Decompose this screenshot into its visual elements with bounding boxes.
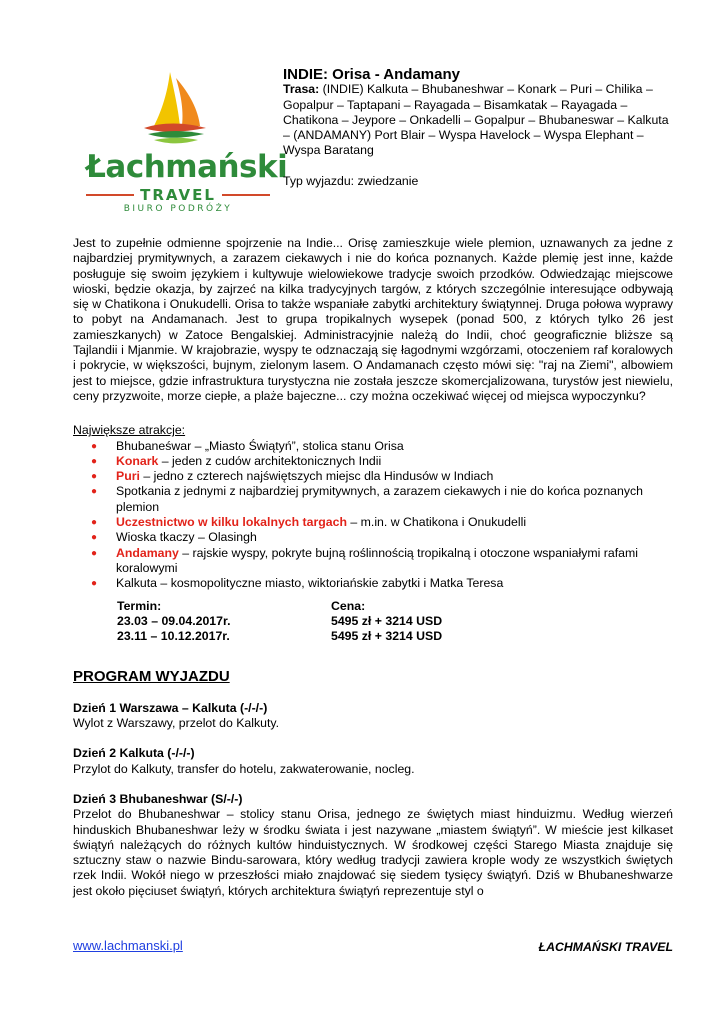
day-text: Wylot z Warszawy, przelot do Kalkuty. <box>73 716 280 731</box>
attraction-text: Wioska tkaczy – Olasingh <box>116 530 257 545</box>
main-content <box>73 236 673 899</box>
list-item <box>73 576 673 591</box>
company-logo <box>78 68 288 218</box>
route-text: (INDIE) Kalkuta – Bhubaneshwar – Konark – Puri – Chilika – Gopalpur – Taptapani – Rayagada – Bisamkatak – Rayagada – Chatikona – Jeypore – Onkadelli – Gopalpur – Bhubaneswar – Kalkuta – (ANDAMANY) Port Blair – Wyspa Havelock – Wyspa Elephant – Wyspa Baratang <box>283 82 669 158</box>
logo-travel-row <box>86 185 270 205</box>
term-price: 5495 zł + 3214 USD <box>331 613 443 628</box>
term-label: Termin: <box>117 598 162 613</box>
logo-name: Łachmański <box>86 149 288 185</box>
route-label: Trasa: <box>283 82 320 97</box>
terms-table <box>73 599 673 645</box>
attraction-text: Bhubaneśwar – „Miasto Świątyń”, stolica stanu Orisa <box>116 438 404 453</box>
attractions-list <box>73 439 673 592</box>
day-text: Przylot do Kalkuty, transfer do hotelu, zakwaterowanie, nocleg. <box>73 761 415 776</box>
attraction-highlight: Puri <box>116 469 140 484</box>
attraction-text: – rajskie wyspy, pokryte bujną roślinnością tropikalną i otoczone wspaniałymi rafami koralowymi <box>116 545 638 575</box>
attractions-heading: Największe atrakcje: <box>73 423 186 438</box>
route <box>283 82 675 158</box>
program-heading: PROGRAM WYJAZDU <box>73 668 230 686</box>
sail-emblem-icon <box>140 68 210 152</box>
price-label: Cena: <box>331 598 366 613</box>
list-item <box>73 530 673 545</box>
attraction-text: Kalkuta – kosmopolityczne miasto, wiktoriańskie zabytki i Matka Teresa <box>116 576 504 591</box>
attraction-highlight: Konark <box>116 453 159 468</box>
logo-travel: TRAVEL <box>140 186 216 204</box>
footer <box>73 938 673 954</box>
list-item <box>73 454 673 469</box>
term-date: 23.11 – 10.12.2017r. <box>117 629 230 644</box>
logo-line-left <box>86 194 134 196</box>
footer-brand: ŁACHMAŃSKI TRAVEL <box>538 940 673 954</box>
list-item <box>73 439 673 454</box>
attraction-text: – jeden z cudów architektonicznych Indii <box>158 453 382 468</box>
attraction-highlight: Andamany <box>116 545 179 560</box>
attraction-text: – m.in. w Chatikona i Onukudelli <box>346 515 527 530</box>
list-item <box>73 469 673 484</box>
trip-type: Typ wyjazdu: zwiedzanie <box>283 173 419 188</box>
list-item <box>73 484 673 515</box>
intro-paragraph: Jest to zupełnie odmienne spojrzenie na Indie... Orisę zamieszkuje wiele plemion, uznawanych za jedne z najbardziej prymitywnych, a zarazem ciekawych i nie do końca poznanych. Każde plemię jest inne, każde posługuje się swoim językiem i kultywuje wielowiekowe tradycje swoich przodków. Odwiedzając miejscowe wioski, będzie okazja, by zajrzeć na kilka tradycyjnych targów, z których szczególnie interesujące odbywają się w Chatikona i Onukudelli. Orisa to także wspaniałe zabytki architektury świątynnej. Druga połowa wyprawy to pobyt na Andamanach. Jest to grupa tropikalnych wysepek (ponad 500, z których tylko 26 jest zamieszkanych) w Zatoce Bengalskiej. Administracyjnie należą do Indii, choć geograficznie bliższe są Tajlandii i Mjanmie. W krajobrazie, wyspy te odznaczają się łagodnymi wzgórzami, otoczeniem raf koralowych i pokrycie, w większości, bujnym, zielonym lasem. O Andamanach często mówi się: "raj na Ziemi", albowiem jest to miejsce, gdzie infrastruktura turystyczna nie została jeszcze skomercjalizowana, turystów jest niewielu, ceny przyzwoite, morze ciepłe, a plaże bajeczne... czy można oczekiwać więcej od miejsca wypoczynku? <box>73 236 673 403</box>
website-link[interactable]: www.lachmanski.pl <box>73 938 183 953</box>
attraction-text: Spotkania z jednymi z najbardziej prymitywnych, a zarazem ciekawych i nie do końca poznanych plemion <box>116 484 643 514</box>
list-item <box>73 515 673 530</box>
attraction-text: – jedno z czterech najświętszych miejsc dla Hindusów w Indiach <box>139 469 494 484</box>
day-title: Dzień 1 Warszawa – Kalkuta (-/-/-) <box>73 700 268 715</box>
day-title: Dzień 3 Bhubaneshwar (S/-/-) <box>73 791 243 806</box>
list-item <box>73 546 673 577</box>
day-text: Przelot do Bhubaneshwar – stolicy stanu Orisa, jednego ze świętych miast hinduizmu. Według wierzeń hinduskich Bhubaneshwar leży w środku świata i jest nazywane „miastem świątyń”. W mieście jest kilkaset świątyń należących do różnych kultów hinduistycznych. W środkowej części Starego Miasta znajduje się sztuczny staw o nazwie Bindu-sarowara, który według tradycji zawiera krople wody ze wszystkich świętych rzek Indii. Wokół niego w przeszłości miało znajdować się siedem tysięcy świątyń. Dziś w Bhubaneshwarze jest około pięciuset świątyń, których architektura świątyń reprezentuje styl o <box>73 807 673 898</box>
page-title: INDIE: Orisa - Andamany <box>283 66 460 83</box>
day-title: Dzień 2 Kalkuta (-/-/-) <box>73 746 195 761</box>
attraction-highlight: Uczestnictwo w kilku lokalnych targach <box>116 515 347 530</box>
header <box>283 67 675 189</box>
logo-subtitle: BIURO PODRÓŻY <box>123 204 233 214</box>
term-price: 5495 zł + 3214 USD <box>331 629 443 644</box>
term-date: 23.03 – 09.04.2017r. <box>117 613 231 628</box>
logo-line-right <box>222 194 270 196</box>
